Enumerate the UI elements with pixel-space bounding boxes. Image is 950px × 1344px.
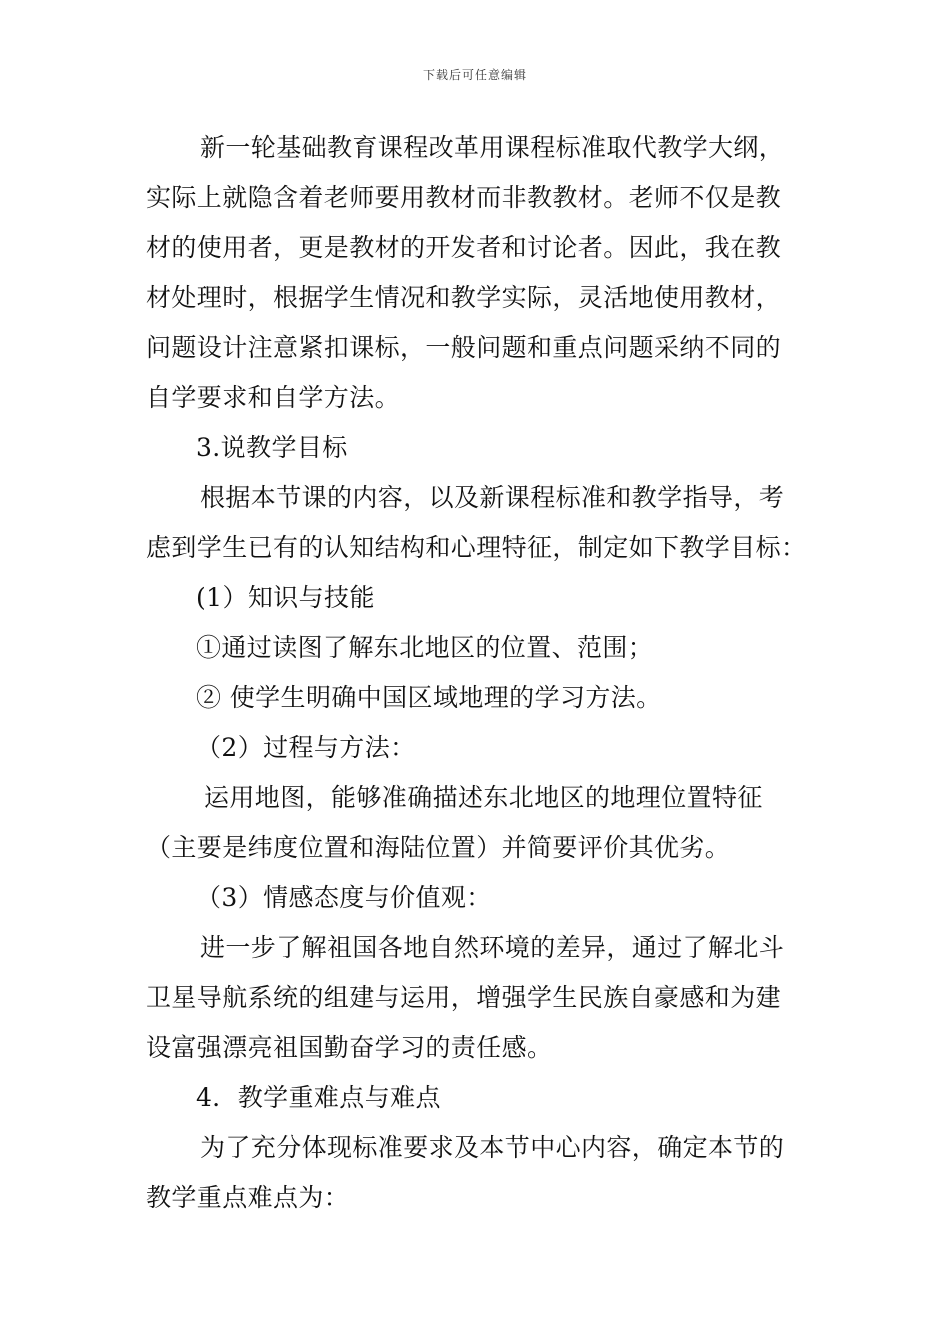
paragraph-line: 自学要求和自学方法。 — [146, 383, 401, 412]
subsection-heading: (1）知识与技能 — [196, 583, 375, 612]
paragraph-line: （主要是纬度位置和海陆位置）并简要评价其优劣。 — [146, 833, 731, 862]
section-heading: 3.说教学目标 — [196, 433, 348, 462]
paragraph-line: 材处理时，根据学生情况和教学实际，灵活地使用教材， — [146, 283, 782, 312]
subsection-heading: （2）过程与方法： — [196, 733, 416, 762]
paragraph-line: 为了充分体现标准要求及本节中心内容，确定本节的 — [200, 1133, 785, 1162]
paragraph-line: 问题设计注意紧扣课标，一般问题和重点问题采纳不同的 — [146, 333, 782, 362]
subsection-heading: （3）情感态度与价值观： — [196, 883, 492, 912]
paragraph-line: 运用地图，能够准确描述东北地区的地理位置特征 — [204, 783, 763, 812]
paragraph-line: 材的使用者，更是教材的开发者和讨论者。因此，我在教 — [146, 233, 782, 262]
paragraph-line: 新一轮基础教育课程改革用课程标准取代教学大纲， — [200, 133, 785, 162]
list-item: ①通过读图了解东北地区的位置、范围； — [196, 633, 654, 662]
paragraph-line: 教学重点难点为： — [146, 1183, 350, 1212]
paragraph-line: 根据本节课的内容，以及新课程标准和教学指导，考 — [200, 483, 785, 512]
list-item: ② 使学生明确中国区域地理的学习方法。 — [196, 683, 662, 712]
section-heading: 4．教学重难点与难点 — [196, 1083, 441, 1112]
paragraph-line: 设富强漂亮祖国勤奋学习的责任感。 — [146, 1033, 553, 1062]
paragraph-line: 卫星导航系统的组建与运用，增强学生民族自豪感和为建 — [146, 983, 782, 1012]
paragraph-line: 进一步了解祖国各地自然环境的差异，通过了解北斗 — [200, 933, 785, 962]
page-header-note: 下载后可任意编辑 — [422, 68, 527, 82]
paragraph-line: 虑到学生已有的认知结构和心理特征，制定如下教学目标： — [146, 533, 807, 562]
paragraph-line: 实际上就隐含着老师要用教材而非教教材。老师不仅是教 — [146, 183, 782, 212]
